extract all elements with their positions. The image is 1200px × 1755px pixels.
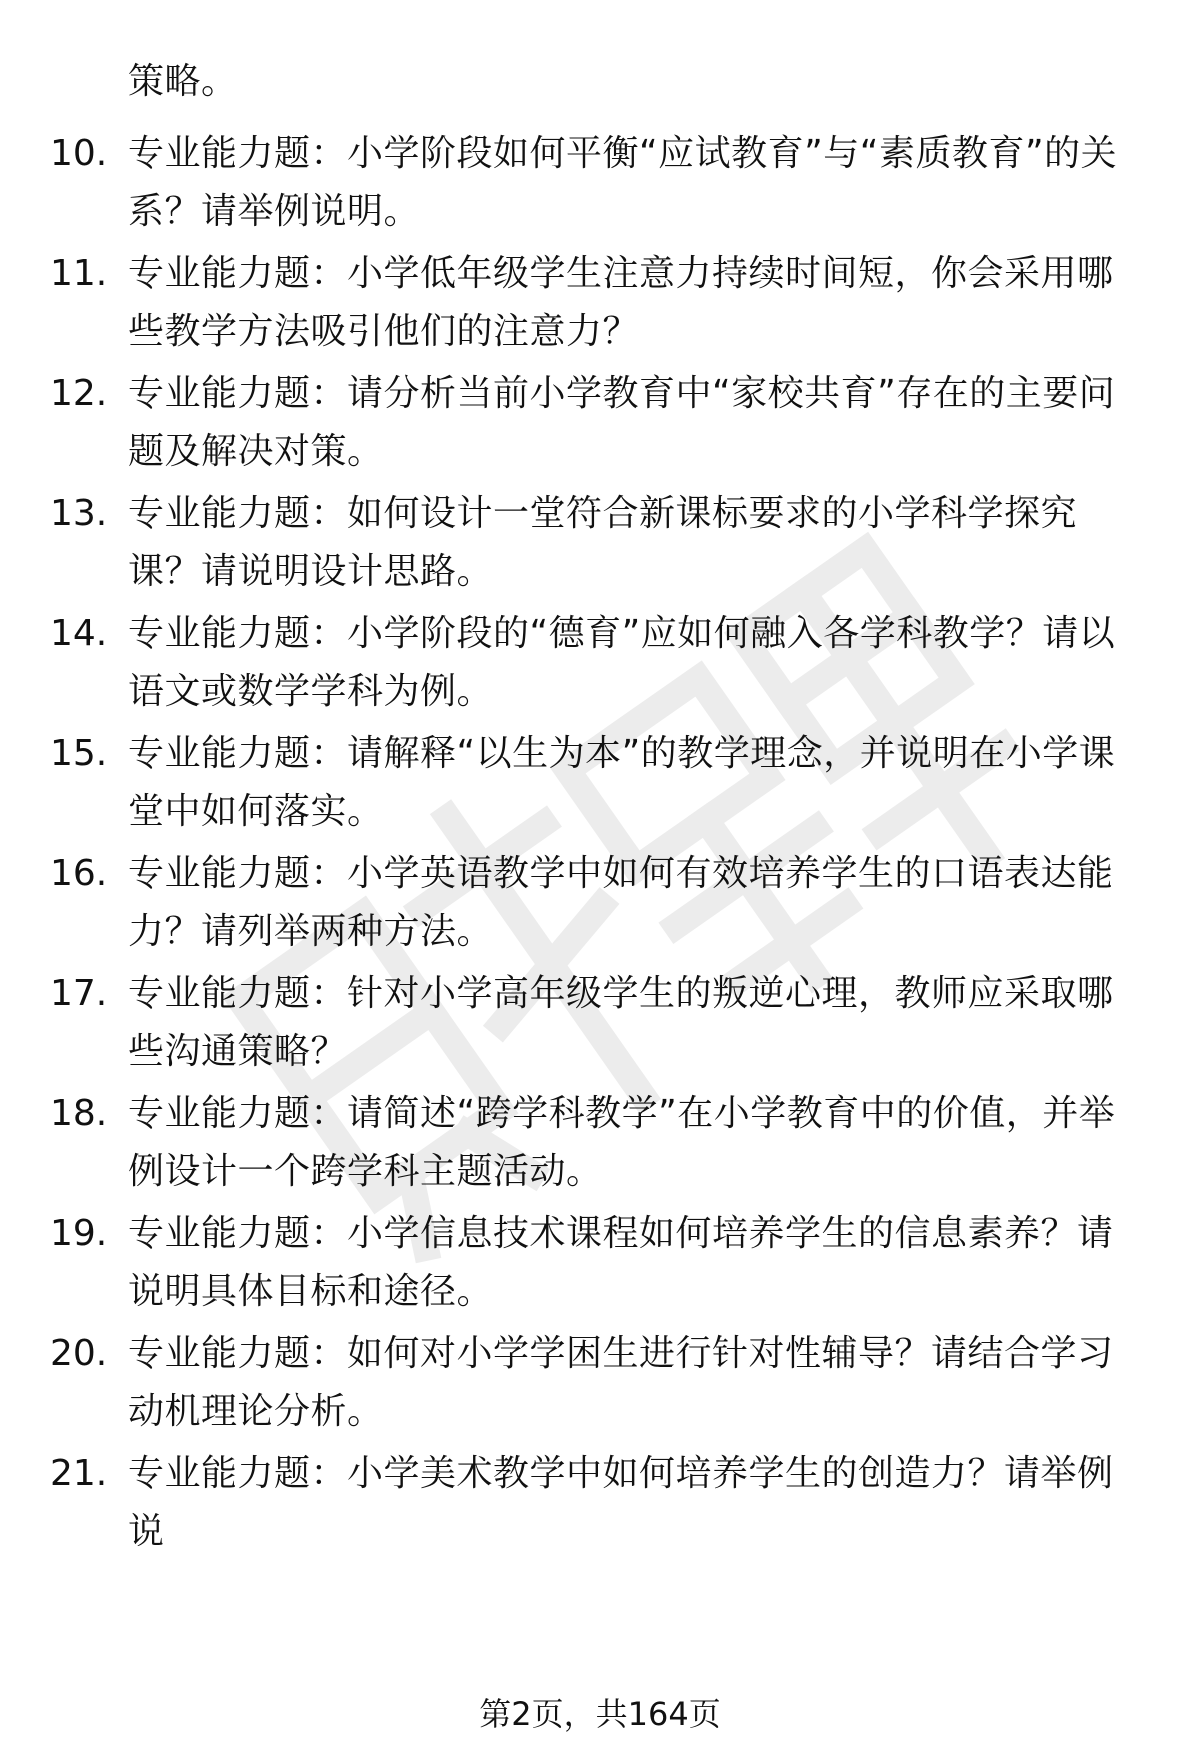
question-item <box>0 970 1200 1080</box>
question-text: 专业能力题：请解释“以生为本”的教学理念，并说明在小学课堂中如何落实。 <box>128 733 1116 832</box>
question-item <box>0 1330 1200 1440</box>
question-number: 12. <box>50 373 108 414</box>
question-item <box>0 490 1200 600</box>
question-item <box>0 1210 1200 1320</box>
question-text: 专业能力题：小学低年级学生注意力持续时间短，你会采用哪些教学方法吸引他们的注意力？ <box>128 253 1114 352</box>
question-number: 15. <box>50 733 108 774</box>
question-item <box>0 730 1200 840</box>
question-text: 专业能力题：请分析当前小学教育中“家校共育”存在的主要问题及解决对策。 <box>128 373 1116 472</box>
question-item <box>0 1090 1200 1200</box>
question-text: 专业能力题：小学美术教学中如何培养学生的创造力？请举例说 <box>128 1453 1114 1552</box>
question-item <box>0 850 1200 960</box>
question-text: 专业能力题：小学阶段的“德育”应如何融入各学科教学？请以语文或数学学科为例。 <box>128 613 1116 712</box>
question-text: 专业能力题：小学阶段如何平衡“应试教育”与“素质教育”的关系？请举例说明。 <box>128 133 1118 232</box>
question-number: 14. <box>50 613 108 654</box>
question-number: 17. <box>50 973 108 1014</box>
question-item <box>0 370 1200 480</box>
question-number: 21. <box>50 1453 108 1494</box>
question-item <box>0 610 1200 720</box>
question-item <box>0 250 1200 360</box>
question-item <box>0 130 1200 240</box>
page-footer: 第2页，共164页 <box>479 1695 721 1733</box>
question-number: 18. <box>50 1093 108 1134</box>
continuation-text: 策略。 <box>128 61 238 102</box>
question-number: 19. <box>50 1213 108 1254</box>
question-number: 11. <box>50 253 108 294</box>
question-text: 专业能力题：针对小学高年级学生的叛逆心理，教师应采取哪些沟通策略？ <box>128 973 1114 1072</box>
question-text: 专业能力题：小学信息技术课程如何培养学生的信息素养？请说明具体目标和途径。 <box>128 1213 1114 1312</box>
question-number: 16. <box>50 853 108 894</box>
question-number: 10. <box>50 133 108 174</box>
question-number: 13. <box>50 493 108 534</box>
question-number: 20. <box>50 1333 108 1374</box>
question-text: 专业能力题：如何设计一堂符合新课标要求的小学科学探究课？请说明设计思路。 <box>128 493 1078 592</box>
question-text: 专业能力题：小学英语教学中如何有效培养学生的口语表达能力？请列举两种方法。 <box>128 853 1114 952</box>
question-text: 专业能力题：如何对小学学困生进行针对性辅导？请结合学习动机理论分析。 <box>128 1333 1114 1432</box>
question-text: 专业能力题：请简述“跨学科教学”在小学教育中的价值，并举例设计一个跨学科主题活动。 <box>128 1093 1116 1192</box>
question-item <box>0 1450 1200 1560</box>
